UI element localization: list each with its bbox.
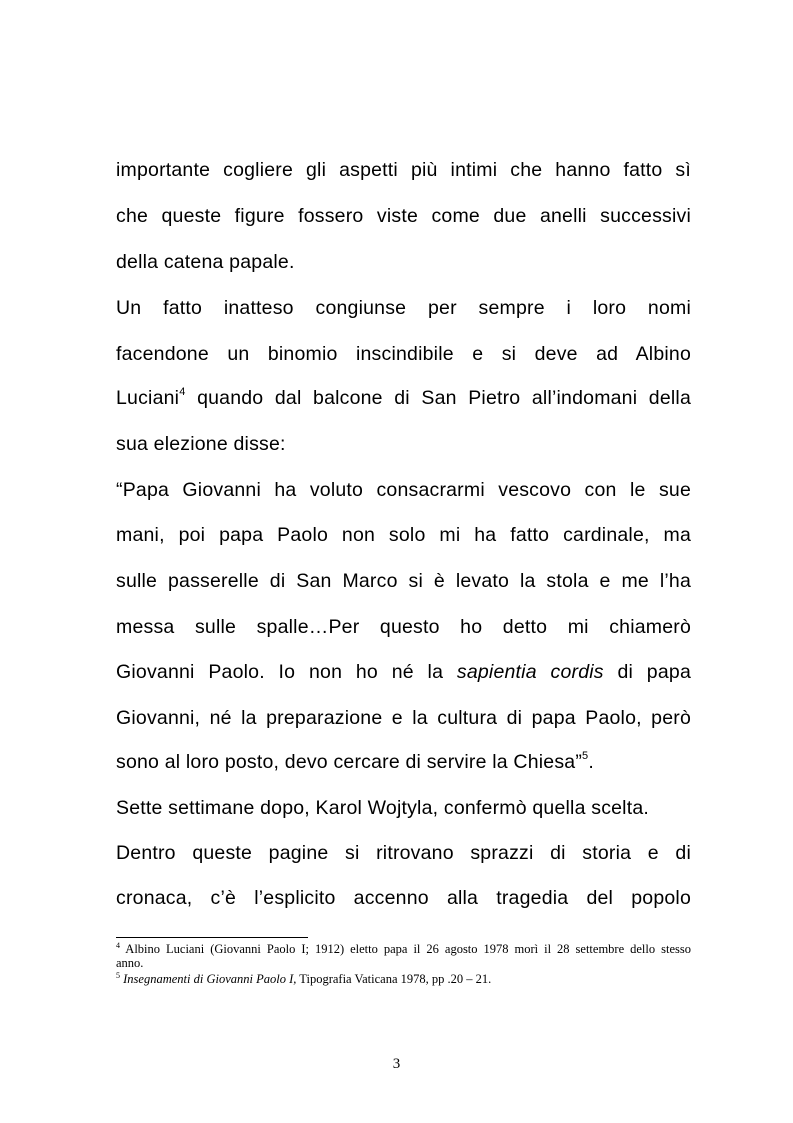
body-line-12-after: di papa <box>603 661 691 683</box>
footnote-4 <box>116 942 691 970</box>
body-line-6 <box>116 386 691 410</box>
footnote-5 <box>116 972 691 986</box>
body-line-5: facendone un binomio inscindibile e si deve ad Albino <box>116 343 691 365</box>
footnote-4-mark: 4 <box>116 940 120 950</box>
body-line-7: sua elezione disse: <box>116 433 286 455</box>
footnote-4-line-1 <box>116 942 691 956</box>
body-line-6-after: quando dal balcone di San Pietro all’indomani della <box>185 387 691 409</box>
body-line-2: che queste figure fossero viste come due anelli successivi <box>116 205 691 227</box>
footnote-ref-4: 4 <box>179 385 186 398</box>
body-line-17: cronaca, c’è l’esplicito accenno alla tragedia del popolo <box>116 887 691 909</box>
body-line-14 <box>116 750 691 774</box>
footnote-ref-5: 5 <box>582 749 589 762</box>
footnote-4-line-2: anno. <box>116 956 144 970</box>
body-line-3: della catena papale. <box>116 251 295 273</box>
footnote-4-text: Albino Luciani (Giovanni Paolo I; 1912) eletto papa il 26 agosto 1978 morì il 28 settembre dello stesso <box>120 942 691 956</box>
body-line-13: Giovanni, né la preparazione e la cultura di papa Paolo, però <box>116 707 691 729</box>
body-line-8: “Papa Giovanni ha voluto consacrarmi vescovo con le sue <box>116 479 691 501</box>
latin-phrase: sapientia cordis <box>456 661 604 683</box>
body-line-6-before: Luciani <box>116 387 180 409</box>
body-line-16: Dentro queste pagine si ritrovano sprazzi di storia e di <box>116 842 691 864</box>
body-line-14-before: sono al loro posto, devo cercare di servire la Chiesa” <box>116 751 583 773</box>
body-line-4: Un fatto inatteso congiunse per sempre i loro nomi <box>116 297 691 319</box>
footnote-separator <box>116 937 308 938</box>
body-line-12 <box>116 660 691 684</box>
footnote-5-rest: Tipografia Vaticana 1978, pp .20 – 21. <box>296 972 492 986</box>
page-number: 3 <box>392 1056 401 1072</box>
footnote-5-title: Insegnamenti di Giovanni Paolo I, <box>123 972 297 986</box>
body-line-12-before: Giovanni Paolo. Io non ho né la <box>116 661 457 683</box>
body-line-14-after: . <box>588 751 594 773</box>
body-line-9: mani, poi papa Paolo non solo mi ha fatto cardinale, ma <box>116 524 691 546</box>
body-line-10: sulle passerelle di San Marco si è levato la stola e me l’ha <box>116 570 691 592</box>
body-line-1: importante cogliere gli aspetti più intimi che hanno fatto sì <box>116 159 691 181</box>
footnote-5-mark: 5 <box>116 970 120 980</box>
body-line-15: Sette settimane dopo, Karol Wojtyla, confermò quella scelta. <box>116 797 649 819</box>
body-line-11: messa sulle spalle…Per questo ho detto mi chiamerò <box>116 616 691 638</box>
